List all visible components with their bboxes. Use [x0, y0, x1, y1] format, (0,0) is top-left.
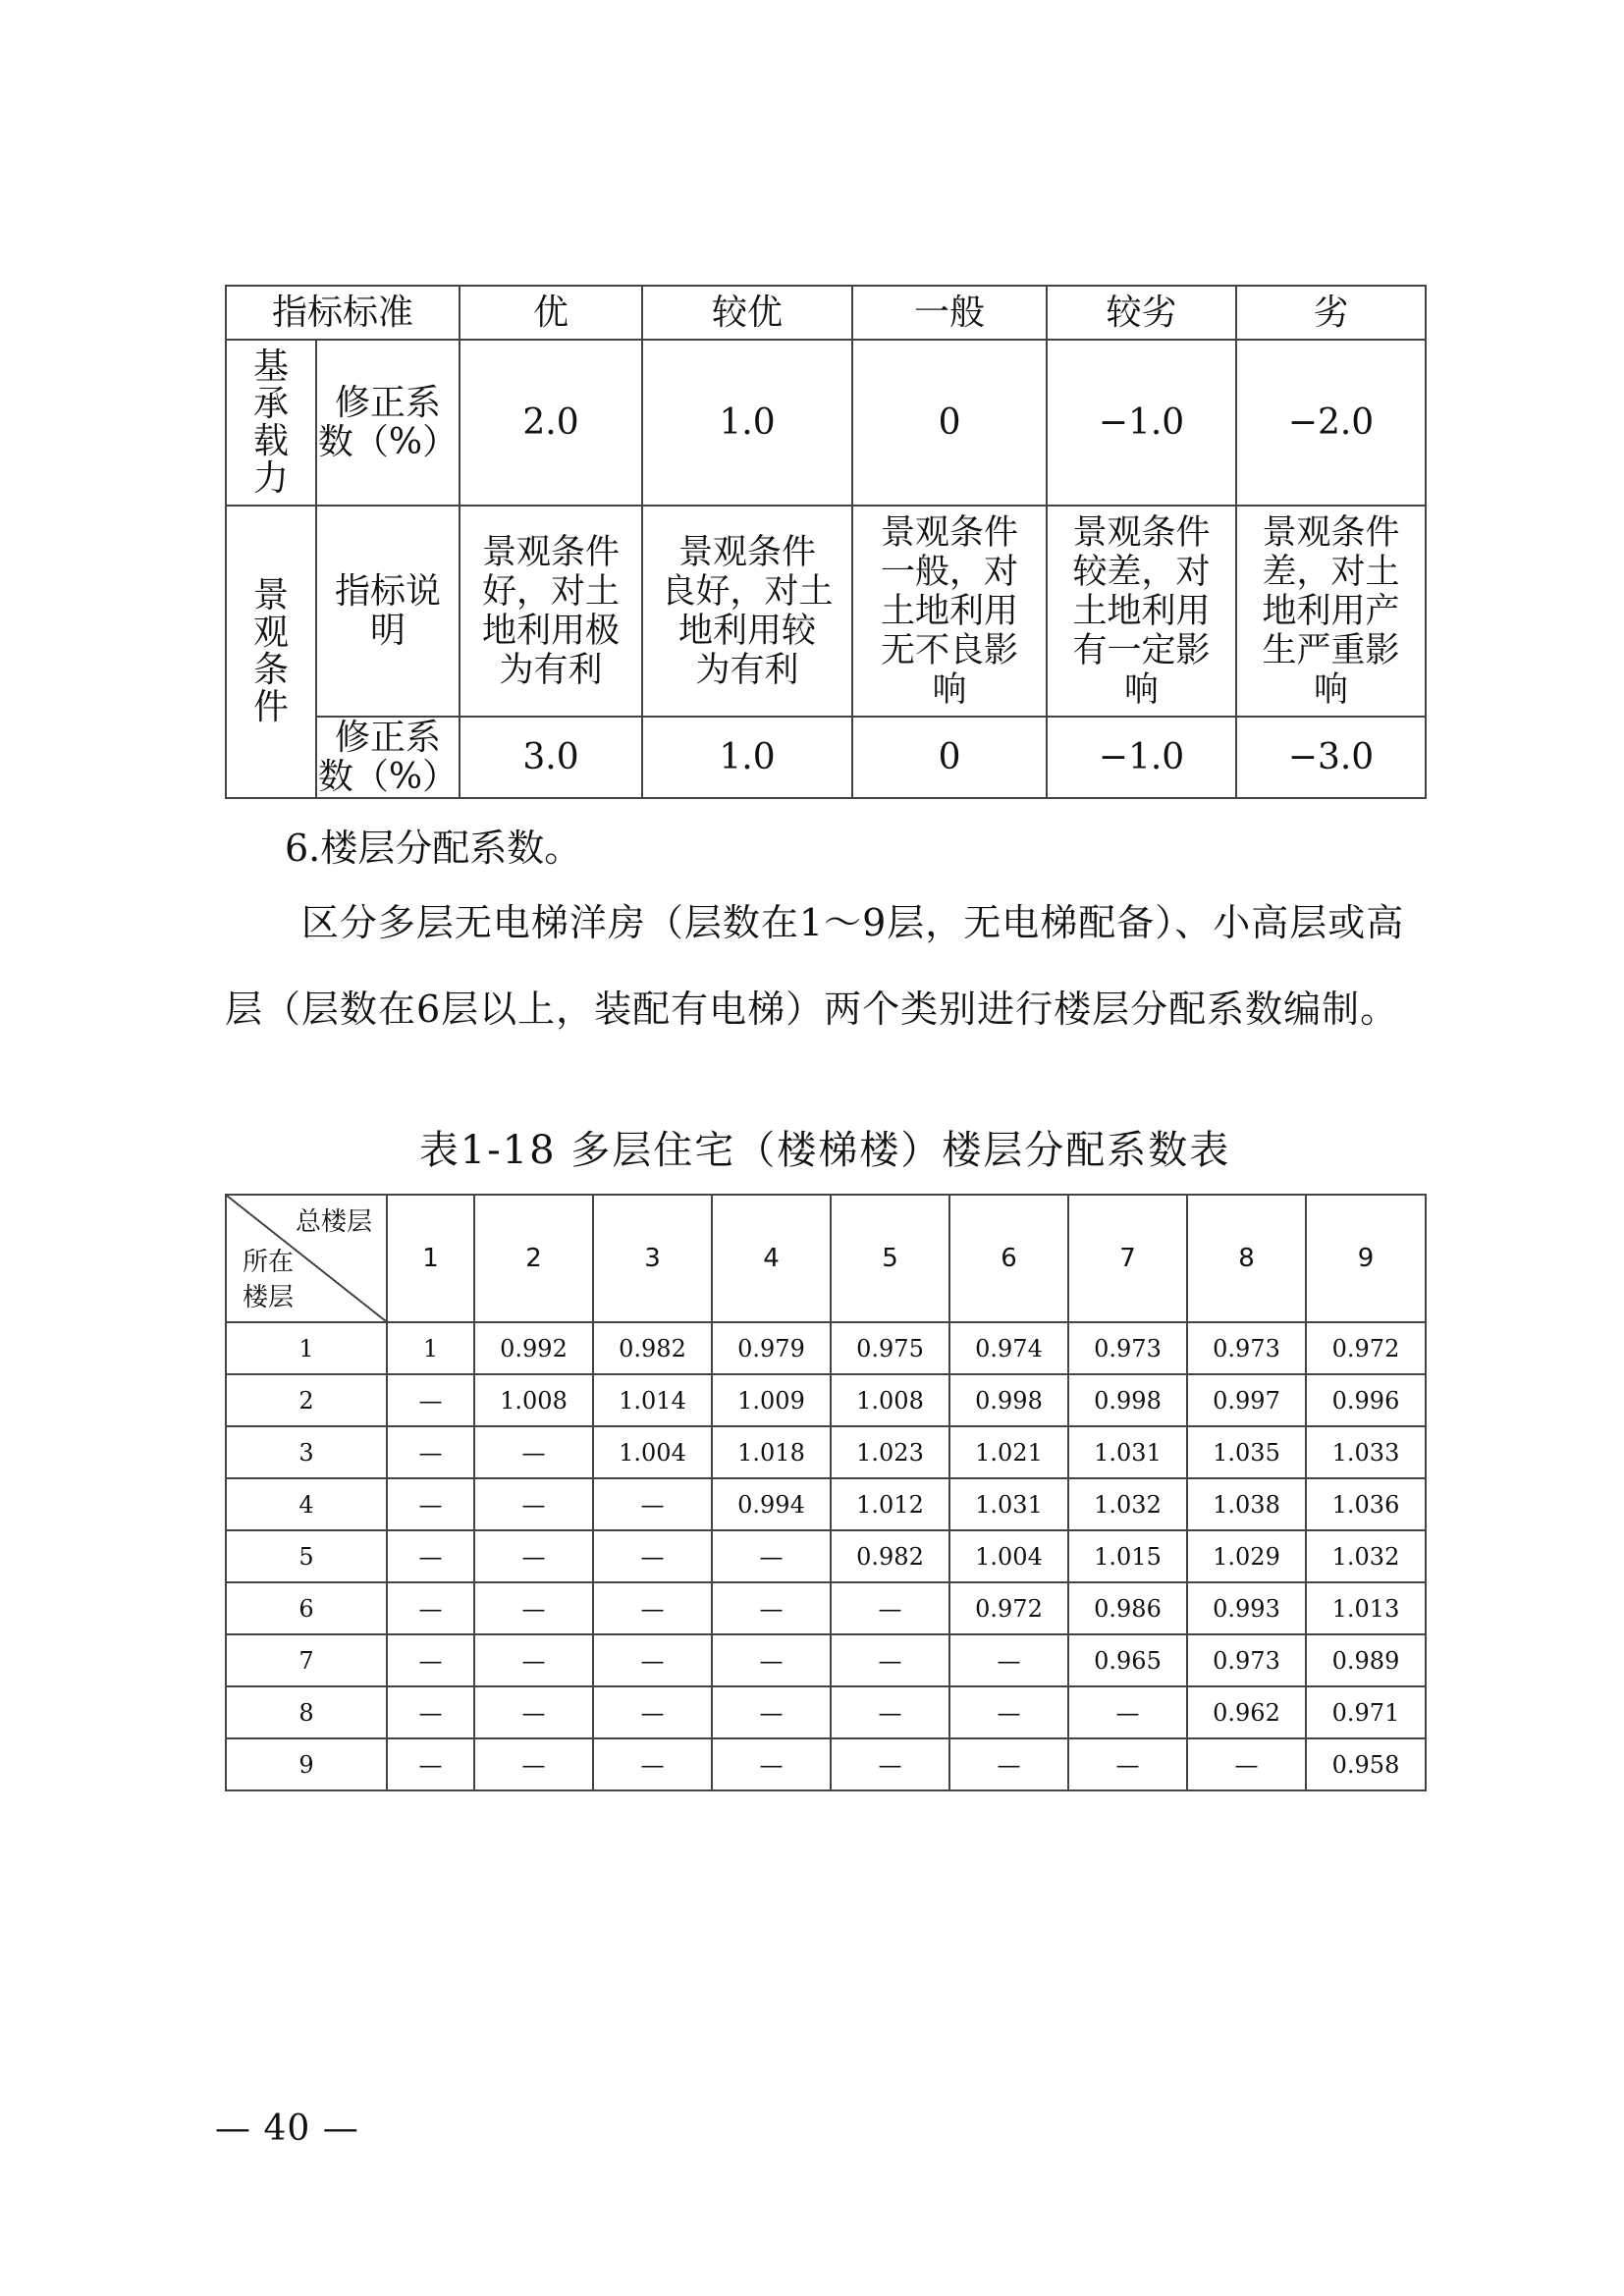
row-label-coefficient: 修正系 数（%） — [316, 340, 460, 506]
column-header: 2 — [474, 1195, 593, 1322]
bearing-coef-good: 1.0 — [642, 340, 852, 506]
total-floors-label: 总楼层 — [295, 1207, 372, 1237]
table-row — [226, 1738, 1426, 1790]
landscape-coef-poor: −1.0 — [1047, 717, 1236, 798]
table-cell: — — [712, 1530, 831, 1582]
column-header: 7 — [1068, 1195, 1187, 1322]
bearing-coef-excellent: 2.0 — [460, 340, 642, 506]
table-cell: 0.986 — [1068, 1582, 1187, 1634]
landscape-desc-average: 景观条件 一般，对 土地利用 无不良影 响 — [852, 506, 1047, 717]
row-floor-label: 4 — [226, 1478, 387, 1530]
group-bearing-capacity: 基 承 载 力 — [226, 340, 316, 506]
header-poor: 较劣 — [1047, 286, 1236, 340]
table-cell: 1.013 — [1306, 1582, 1426, 1634]
table-cell: — — [387, 1374, 474, 1426]
table-cell: 1.038 — [1187, 1478, 1306, 1530]
table-cell: 1.031 — [949, 1478, 1068, 1530]
table-cell: — — [474, 1634, 593, 1686]
table-cell: — — [949, 1738, 1068, 1790]
table-cell: 1.031 — [1068, 1426, 1187, 1478]
table-row — [226, 1686, 1426, 1738]
table-cell: — — [949, 1686, 1068, 1738]
table-cell: — — [387, 1634, 474, 1686]
table-cell: 0.979 — [712, 1322, 831, 1374]
table-cell: — — [593, 1634, 712, 1686]
bearing-coef-average: 0 — [852, 340, 1047, 506]
table-row — [226, 1530, 1426, 1582]
table-cell: 0.965 — [1068, 1634, 1187, 1686]
table-cell: — — [387, 1426, 474, 1478]
table-cell: 0.998 — [1068, 1374, 1187, 1426]
table-row — [226, 1634, 1426, 1686]
bearing-coef-poor: −1.0 — [1047, 340, 1236, 506]
row-floor-label: 3 — [226, 1426, 387, 1478]
header-average: 一般 — [852, 286, 1047, 340]
header-good: 较优 — [642, 286, 852, 340]
landscape-desc-poor: 景观条件 较差，对 土地利用 有一定影 响 — [1047, 506, 1236, 717]
table-cell: 1.008 — [831, 1374, 949, 1426]
table-cell: 0.975 — [831, 1322, 949, 1374]
table-cell: 1.004 — [593, 1426, 712, 1478]
row-floor-label: 5 — [226, 1530, 387, 1582]
column-header: 6 — [949, 1195, 1068, 1322]
table-cell: 0.973 — [1068, 1322, 1187, 1374]
page-number: — 40 — — [215, 2109, 359, 2149]
table-cell: — — [1187, 1738, 1306, 1790]
row-floor-label: 9 — [226, 1738, 387, 1790]
table-cell: 0.982 — [831, 1530, 949, 1582]
table-cell: — — [831, 1738, 949, 1790]
table-cell: — — [1068, 1686, 1187, 1738]
table-body — [226, 1322, 1426, 1790]
table-cell: — — [474, 1530, 593, 1582]
body-paragraph: 区分多层无电梯洋房（层数在1～9层，无电梯配备）、小高层或高层（层数在6层以上，装配有电梯）两个类别进行楼层分配系数编制。 — [225, 901, 1405, 1031]
table-cell: — — [712, 1582, 831, 1634]
table-cell: — — [712, 1686, 831, 1738]
header-bad: 劣 — [1236, 286, 1426, 340]
table-cell: 1.012 — [831, 1478, 949, 1530]
table-cell: 1.018 — [712, 1426, 831, 1478]
row-floor-label: 1 — [226, 1322, 387, 1374]
table-cell: — — [474, 1426, 593, 1478]
header-indicator-standard: 指标标准 — [226, 286, 460, 340]
table-cell: 1.029 — [1187, 1530, 1306, 1582]
table-cell: 0.958 — [1306, 1738, 1426, 1790]
table-cell: 0.971 — [1306, 1686, 1426, 1738]
table-cell: — — [831, 1634, 949, 1686]
table-cell: 1 — [387, 1322, 474, 1374]
table-cell: 1.036 — [1306, 1478, 1426, 1530]
table-cell: 0.972 — [1306, 1322, 1426, 1374]
table-cell: 1.032 — [1068, 1478, 1187, 1530]
table-cell: 0.998 — [949, 1374, 1068, 1426]
table-cell: 0.972 — [949, 1582, 1068, 1634]
bearing-coef-bad: −2.0 — [1236, 340, 1426, 506]
table-cell: — — [593, 1582, 712, 1634]
table-cell: — — [387, 1686, 474, 1738]
column-header: 5 — [831, 1195, 949, 1322]
table-cell: 0.974 — [949, 1322, 1068, 1374]
table-row — [226, 1322, 1426, 1374]
column-header: 1 — [387, 1195, 474, 1322]
table-cell: 0.982 — [593, 1322, 712, 1374]
table-row — [226, 1374, 1426, 1426]
column-header: 3 — [593, 1195, 712, 1322]
table-cell: — — [387, 1478, 474, 1530]
table-cell: 0.996 — [1306, 1374, 1426, 1426]
landscape-coef-excellent: 3.0 — [460, 717, 642, 798]
table-cell: — — [387, 1738, 474, 1790]
table-cell: 0.992 — [474, 1322, 593, 1374]
table-cell: — — [474, 1738, 593, 1790]
row-label-description: 指标说 明 — [316, 506, 460, 717]
landscape-coef-average: 0 — [852, 717, 1047, 798]
table-cell: — — [831, 1582, 949, 1634]
landscape-coef-bad: −3.0 — [1236, 717, 1426, 798]
table-cell: — — [593, 1530, 712, 1582]
table-cell: — — [387, 1530, 474, 1582]
table-cell: — — [474, 1478, 593, 1530]
floor-coefficient-table — [225, 1194, 1427, 1791]
table-cell: 0.962 — [1187, 1686, 1306, 1738]
table-row — [226, 1582, 1426, 1634]
table-caption: 表1-18 多层住宅（楼梯楼）楼层分配系数表 — [418, 1128, 1231, 1173]
table-row — [226, 1478, 1426, 1530]
landscape-desc-bad: 景观条件 差，对土 地利用产 生严重影 响 — [1236, 506, 1426, 717]
row-floor-label: 8 — [226, 1686, 387, 1738]
table-cell: 1.004 — [949, 1530, 1068, 1582]
table-cell: — — [1068, 1738, 1187, 1790]
column-header: 8 — [1187, 1195, 1306, 1322]
header-excellent: 优 — [460, 286, 642, 340]
table-cell: 1.033 — [1306, 1426, 1426, 1478]
table-cell: 0.993 — [1187, 1582, 1306, 1634]
table-cell: 0.997 — [1187, 1374, 1306, 1426]
table-cell: — — [474, 1582, 593, 1634]
landscape-desc-good: 景观条件 良好，对土 地利用较 为有利 — [642, 506, 852, 717]
row-floor-label: 7 — [226, 1634, 387, 1686]
current-floor-label: 所在 楼层 — [243, 1248, 295, 1312]
table-cell: — — [712, 1738, 831, 1790]
table-cell: 1.008 — [474, 1374, 593, 1426]
table-cell: 1.035 — [1187, 1426, 1306, 1478]
table-cell: — — [593, 1686, 712, 1738]
section-heading: 6.楼层分配系数。 — [285, 827, 582, 870]
table-cell: 1.023 — [831, 1426, 949, 1478]
table-cell: 1.021 — [949, 1426, 1068, 1478]
table-row — [226, 1426, 1426, 1478]
column-header: 4 — [712, 1195, 831, 1322]
diagonal-header-cell — [226, 1195, 387, 1322]
row-floor-label: 2 — [226, 1374, 387, 1426]
column-header: 9 — [1306, 1195, 1426, 1322]
table-cell: — — [949, 1634, 1068, 1686]
indicator-standard-table — [225, 285, 1427, 799]
table-cell: 0.994 — [712, 1478, 831, 1530]
table-cell: — — [387, 1582, 474, 1634]
table-cell: — — [474, 1686, 593, 1738]
table-cell: 0.973 — [1187, 1634, 1306, 1686]
landscape-desc-excellent: 景观条件 好，对土 地利用极 为有利 — [460, 506, 642, 717]
table-cell: 1.009 — [712, 1374, 831, 1426]
landscape-coef-good: 1.0 — [642, 717, 852, 798]
table-cell: 0.973 — [1187, 1322, 1306, 1374]
table-cell: 1.015 — [1068, 1530, 1187, 1582]
group-landscape: 景 观 条 件 — [226, 506, 316, 798]
table-cell: — — [712, 1634, 831, 1686]
row-label-landscape-coefficient: 修正系 数（%） — [317, 717, 459, 797]
table-cell: 1.032 — [1306, 1530, 1426, 1582]
table-cell: 1.014 — [593, 1374, 712, 1426]
table-cell: 0.989 — [1306, 1634, 1426, 1686]
table-cell: — — [593, 1478, 712, 1530]
row-floor-label: 6 — [226, 1582, 387, 1634]
table-cell: — — [831, 1686, 949, 1738]
table-cell: — — [593, 1738, 712, 1790]
